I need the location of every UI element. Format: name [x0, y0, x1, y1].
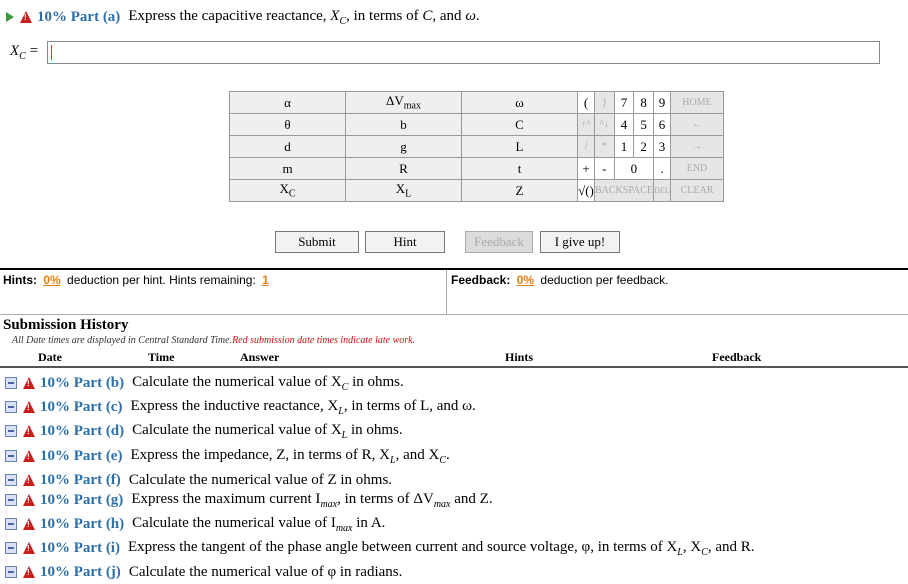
col-feedback: Feedback — [712, 350, 762, 364]
play-icon[interactable] — [6, 12, 14, 22]
key-del[interactable]: DEL — [654, 180, 671, 202]
key-dvmax[interactable]: $\Delta V_{max}$ — [346, 92, 462, 114]
key-g[interactable]: g — [346, 136, 462, 158]
warning-icon: ! — [23, 450, 35, 462]
warning-icon: ! — [23, 377, 35, 389]
part-a-title: 10% Part (a) — [37, 8, 121, 25]
expand-icon[interactable] — [5, 494, 17, 506]
col-answer: Answer — [240, 350, 280, 364]
divider — [0, 314, 908, 315]
part-prompt: Calculate the numerical value of $X_L$ in ohms. — [132, 421, 403, 441]
part-prompt: Calculate the numerical value of Z in ohms. — [128, 471, 393, 488]
part-row[interactable] — [0, 469, 392, 491]
expand-icon[interactable] — [5, 425, 17, 437]
key-minus[interactable]: - — [595, 158, 615, 180]
part-prompt: Calculate the numerical value of $I_{max}$ in A. — [132, 514, 386, 534]
key-sqrt[interactable]: √() — [578, 180, 595, 202]
key-3[interactable]: 3 — [654, 136, 671, 158]
key-clear[interactable]: CLEAR — [671, 180, 724, 202]
key-up[interactable]: ↑^ — [578, 114, 595, 136]
part-prompt: Express the tangent of the phase angle between current and source voltage, φ, in terms of $X_L$, $X_C$, and R. — [127, 538, 755, 558]
part-row[interactable] — [0, 537, 755, 559]
key-Z[interactable]: Z — [462, 180, 578, 202]
feedback-button: Feedback — [465, 231, 533, 253]
warning-icon: ! — [23, 474, 35, 486]
key-alpha[interactable]: α — [230, 92, 346, 114]
key-end[interactable]: END — [671, 158, 724, 180]
key-1[interactable]: 1 — [614, 136, 634, 158]
warning-icon: ! — [23, 566, 35, 578]
part-row[interactable] — [0, 513, 385, 535]
key-d[interactable]: d — [230, 136, 346, 158]
key-2[interactable]: 2 — [634, 136, 654, 158]
part-title[interactable]: 10% Part (g) — [40, 491, 124, 508]
key-R[interactable]: R — [346, 158, 462, 180]
history-title: Submission History — [3, 317, 129, 333]
expand-icon[interactable] — [5, 377, 17, 389]
part-prompt: Calculate the numerical value of $X_C$ in ohms. — [132, 373, 404, 393]
expand-icon[interactable] — [5, 518, 17, 530]
answer-input[interactable] — [47, 41, 880, 64]
key-rparen: ) — [595, 92, 615, 114]
expand-icon[interactable] — [5, 566, 17, 578]
divider — [0, 268, 908, 270]
warning-icon: ! — [20, 11, 32, 23]
key-mul[interactable]: * — [595, 136, 615, 158]
key-lparen[interactable]: ( — [578, 92, 595, 114]
part-prompt: Calculate the numerical value of φ in radians. — [128, 563, 403, 580]
feedback-info: Feedback: 0% deduction per feedback. — [451, 273, 669, 287]
key-right-arrow[interactable]: → — [671, 136, 724, 158]
keypad — [229, 91, 724, 202]
key-xc[interactable]: $X_C$ — [230, 180, 346, 202]
part-a-prompt: Express the capacitive reactance, $X_C$, in terms of C, and ω. — [128, 7, 480, 27]
part-row[interactable] — [0, 396, 476, 418]
part-title[interactable]: 10% Part (c) — [40, 398, 123, 415]
key-home[interactable]: HOME — [671, 92, 724, 114]
col-hints: Hints — [505, 350, 534, 364]
key-L[interactable]: L — [462, 136, 578, 158]
expand-icon[interactable] — [5, 474, 17, 486]
part-row[interactable] — [0, 489, 493, 511]
key-7[interactable]: 7 — [614, 92, 634, 114]
text-cursor — [51, 45, 52, 60]
col-date: Date — [38, 350, 62, 364]
part-row[interactable] — [0, 561, 402, 583]
expand-icon[interactable] — [5, 450, 17, 462]
col-time: Time — [148, 350, 175, 364]
answer-label: $X_C$ = — [10, 43, 39, 62]
key-C[interactable]: C — [462, 114, 578, 136]
key-8[interactable]: 8 — [634, 92, 654, 114]
part-title[interactable]: 10% Part (j) — [40, 563, 121, 580]
expand-icon[interactable] — [5, 542, 17, 554]
key-6[interactable]: 6 — [654, 114, 671, 136]
key-5[interactable]: 5 — [634, 114, 654, 136]
warning-icon: ! — [23, 518, 35, 530]
part-prompt: Express the maximum current $I_{max}$, in terms of $\Delta V_{max}$ and Z. — [131, 490, 493, 510]
warning-icon: ! — [23, 401, 35, 413]
key-left-arrow[interactable]: ← — [671, 114, 724, 136]
key-theta[interactable]: θ — [230, 114, 346, 136]
key-0[interactable]: 0 — [614, 158, 653, 180]
key-omega[interactable]: ω — [462, 92, 578, 114]
key-xl[interactable]: $X_L$ — [346, 180, 462, 202]
part-row[interactable] — [0, 372, 404, 394]
hint-button[interactable]: Hint — [365, 231, 445, 253]
key-b[interactable]: b — [346, 114, 462, 136]
divider — [0, 366, 908, 368]
part-title[interactable]: 10% Part (f) — [40, 471, 121, 488]
key-plus[interactable]: + — [578, 158, 595, 180]
expand-icon[interactable] — [5, 401, 17, 413]
key-t[interactable]: t — [462, 158, 578, 180]
part-prompt: Express the impedance, Z, in terms of R, $X_L$, and $X_C$. — [130, 446, 450, 466]
part-title[interactable]: 10% Part (h) — [40, 515, 125, 532]
key-m[interactable]: m — [230, 158, 346, 180]
history-note: All Date times are displayed in Central Standard Time.Red submission date times indicate late work. — [12, 335, 416, 346]
part-prompt: Express the inductive reactance, $X_L$, in terms of L, and ω. — [130, 397, 476, 417]
submit-button[interactable]: Submit — [275, 231, 359, 253]
part-title[interactable]: 10% Part (d) — [40, 422, 125, 439]
warning-icon: ! — [23, 494, 35, 506]
part-a-header — [0, 6, 480, 28]
key-updown[interactable]: ^↓ — [595, 114, 615, 136]
part-title[interactable]: 10% Part (b) — [40, 374, 125, 391]
warning-icon: ! — [23, 542, 35, 554]
warning-icon: ! — [23, 425, 35, 437]
part-row[interactable] — [0, 445, 450, 467]
give-up-button[interactable]: I give up! — [540, 231, 620, 253]
part-title[interactable]: 10% Part (e) — [40, 447, 123, 464]
part-title[interactable]: 10% Part (i) — [40, 539, 120, 556]
part-row[interactable] — [0, 420, 403, 442]
key-dot[interactable]: . — [654, 158, 671, 180]
hints-info: Hints: 0% deduction per hint. Hints remaining: 1 — [3, 273, 269, 287]
divider — [446, 270, 447, 314]
key-4[interactable]: 4 — [614, 114, 634, 136]
key-div[interactable]: / — [578, 136, 595, 158]
key-9[interactable]: 9 — [654, 92, 671, 114]
key-backspace[interactable]: BACKSPACE — [595, 180, 654, 202]
